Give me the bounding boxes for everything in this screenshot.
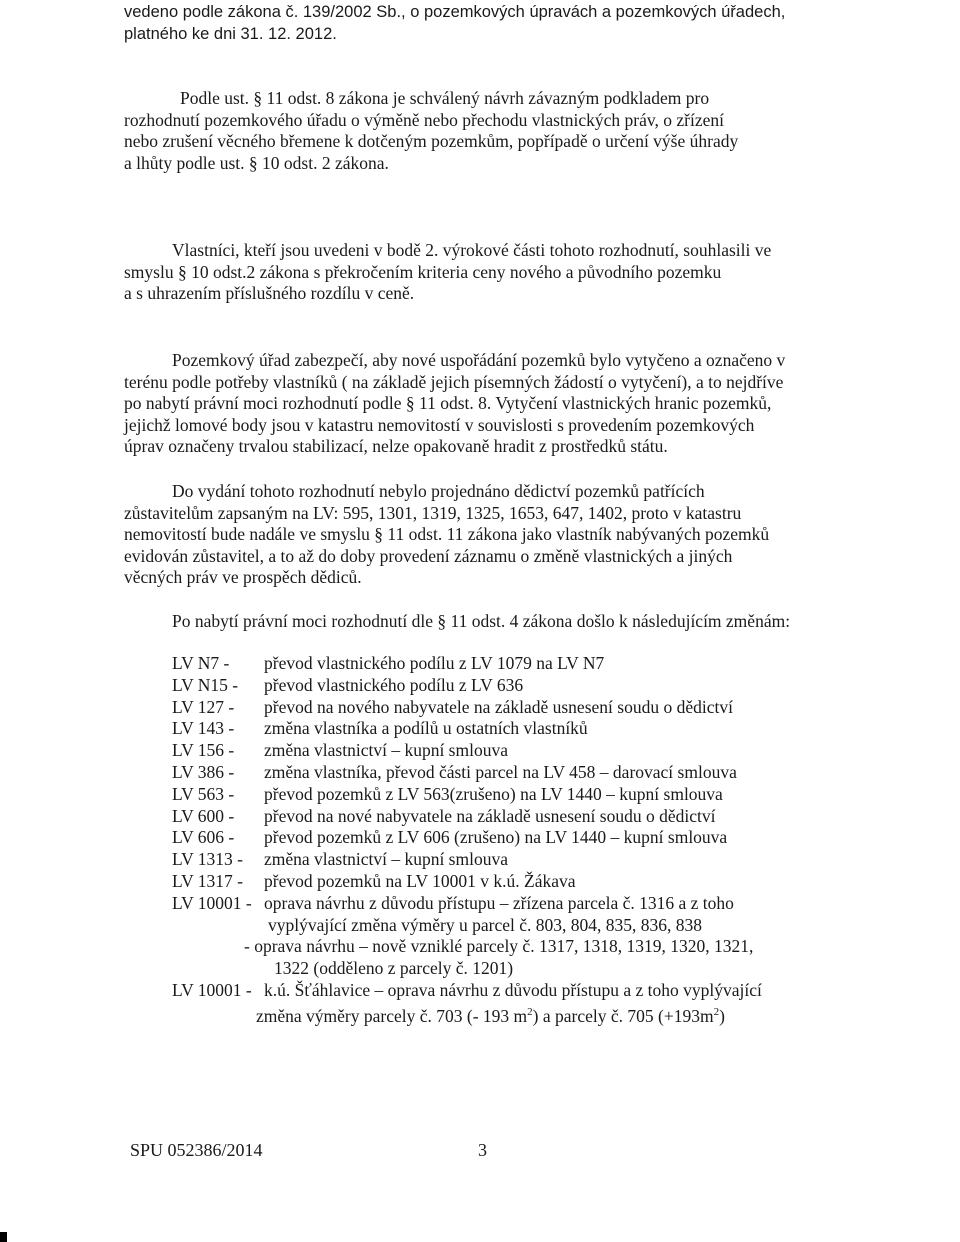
text-line: vedeno podle zákona č. 139/2002 Sb., o pozemkových úpravách a pozemkových úřadech, bbox=[124, 3, 786, 21]
lv-code: LV 10001 - bbox=[172, 892, 252, 913]
lv-code: LV 1317 - bbox=[172, 870, 243, 891]
text-line: rozhodnutí pozemkového úřadu o výměně nebo přechodu vlastnických práv, o zřízení bbox=[124, 109, 724, 130]
text-line: terénu podle potřeby vlastníků ( na základě jejich písemných žádostí o vytyčení), a to nejdříve bbox=[124, 371, 784, 392]
list-item bbox=[172, 871, 852, 893]
scan-mark bbox=[0, 1232, 7, 1242]
lv-code: LV 606 - bbox=[172, 827, 235, 848]
text-line: smyslu § 10 odst.2 zákona s překročením kriteria ceny nového a původního pozemku bbox=[124, 261, 722, 282]
text-line: Vlastníci, kteří jsou uvedeni v bodě 2. výrokové části tohoto rozhodnutí, souhlasili ve bbox=[172, 240, 772, 260]
lv-description: změna vlastníka a podílů u ostatních vlastníků bbox=[264, 718, 588, 739]
list-item bbox=[172, 980, 852, 1002]
list-item bbox=[172, 762, 852, 784]
lv-sub-item: - oprava návrhu – nově vzniklé parcely č. 1317, 1318, 1319, 1320, 1321, bbox=[244, 936, 754, 957]
document-id: SPU 052386/2014 bbox=[130, 1140, 263, 1160]
text-line: věcných práv ve prospěch dědiců. bbox=[124, 567, 362, 587]
text-line: Pozemkový úřad zabezpečí, aby nové uspořádání pozemků bylo vytyčeno a označeno v bbox=[172, 350, 786, 370]
paragraph-vlastnici bbox=[124, 240, 840, 305]
text-line: jejichž lomové body jsou v katastru nemovitostí v souvislosti s provedením pozemkových bbox=[124, 414, 755, 435]
text-fragment: změna výměry parcely č. 703 (- 193 m bbox=[256, 1005, 528, 1026]
list-item bbox=[172, 740, 852, 762]
text-line: a lhůty podle ust. § 10 odst. 2 zákona. bbox=[124, 152, 389, 173]
lv-description: převod pozemků na LV 10001 v k.ú. Žákava bbox=[264, 870, 576, 891]
list-item bbox=[172, 697, 852, 719]
list-item bbox=[172, 675, 852, 697]
text-line: platného ke dni 31. 12. 2012. bbox=[124, 24, 337, 43]
lv-description: převod vlastnického podílu z LV 636 bbox=[264, 674, 524, 695]
text-line: nemovitostí bude nadále ve smyslu § 11 odst. 11 zákona jako vlastník nabývaných pozemků bbox=[124, 524, 770, 544]
lv-description: změna vlastníka, převod části parcel na LV 458 – darovací smlouva bbox=[264, 761, 737, 782]
changes-list bbox=[172, 653, 852, 1024]
lv-code: LV 563 - bbox=[172, 783, 235, 804]
lv-description: změna vlastnictví – kupní smlouva bbox=[264, 740, 508, 761]
list-item bbox=[172, 653, 852, 675]
superscript: 2 bbox=[713, 1005, 720, 1018]
text-line: úprav označeny trvalou stabilizací, nelze opakovaně hradit z prostředků státu. bbox=[124, 436, 668, 456]
text-line: po nabytí právní moci rozhodnutí podle § 11 odst. 8. Vytyčení vlastnických hranic pozemků, bbox=[124, 393, 772, 413]
lv-code: LV 127 - bbox=[172, 696, 235, 717]
lv-description: k.ú. Šťáhlavice – oprava návrhu z důvodu přístupu a z toho vyplývající bbox=[264, 979, 762, 1000]
list-item bbox=[172, 718, 852, 740]
lv-code: LV 386 - bbox=[172, 761, 235, 782]
text-line: evidován zůstavitel, a to až do doby provedení záznamu o změně vlastnických a jiných bbox=[124, 545, 733, 566]
lv-code: LV 1313 - bbox=[172, 849, 243, 870]
text-fragment: ) bbox=[719, 1005, 725, 1026]
lv-description-continuation: vyplývající změna výměry u parcel č. 803, 804, 835, 836, 838 bbox=[268, 914, 702, 935]
lv-description-continuation bbox=[172, 1002, 852, 1024]
lv-description: převod pozemků z LV 563(zrušeno) na LV 1440 – kupní smlouva bbox=[264, 783, 723, 804]
list-item bbox=[172, 893, 852, 915]
paragraph-vytyceni bbox=[124, 350, 840, 458]
page-number: 3 bbox=[478, 1140, 487, 1160]
paragraph-dedictvi bbox=[124, 481, 840, 589]
lv-code: LV N15 - bbox=[172, 674, 239, 695]
lv-description: převod pozemků z LV 606 (zrušeno) na LV 1440 – kupní smlouva bbox=[264, 827, 728, 848]
lv-code: LV 156 - bbox=[172, 740, 235, 761]
lv-code: LV N7 - bbox=[172, 653, 230, 673]
superscript: 2 bbox=[527, 1005, 533, 1018]
text-fragment: ) a parcely č. 705 (+193m bbox=[532, 1005, 714, 1026]
text-line: a s uhrazením příslušného rozdílu v ceně. bbox=[124, 283, 415, 303]
text-line: Podle ust. § 11 odst. 8 zákona je schválený návrh závazným podkladem pro bbox=[180, 88, 710, 108]
lv-code: LV 10001 - bbox=[172, 979, 252, 1000]
lv-description: převod vlastnického podílu z LV 1079 na LV N7 bbox=[264, 653, 605, 673]
lv-description: převod na nového nabyvatele na základě usnesení soudu o dědictví bbox=[264, 696, 733, 717]
text-line: Po nabytí právní moci rozhodnutí dle § 11 odst. 4 zákona došlo k následujícím změnám: bbox=[172, 611, 791, 631]
lv-description: převod na nové nabyvatele na základě usnesení soudu o dědictví bbox=[264, 805, 716, 826]
lv-code: LV 600 - bbox=[172, 805, 235, 826]
paragraph-zmeny-intro bbox=[124, 611, 840, 633]
lv-description: změna vlastnictví – kupní smlouva bbox=[264, 849, 508, 870]
paragraph-podle-ust bbox=[124, 88, 840, 174]
list-item bbox=[172, 849, 852, 871]
lv-code: LV 143 - bbox=[172, 718, 235, 739]
paragraph-top bbox=[124, 2, 840, 45]
list-item bbox=[172, 806, 852, 828]
text-line: zůstavitelům zapsaným na LV: 595, 1301, 1319, 1325, 1653, 647, 1402, proto v katastru bbox=[124, 502, 742, 523]
lv-sub-item-continuation: 1322 (odděleno z parcely č. 1201) bbox=[274, 958, 514, 979]
list-item bbox=[172, 784, 852, 806]
lv-description: oprava návrhu z důvodu přístupu – zřízena parcela č. 1316 a z toho bbox=[264, 892, 734, 913]
text-line: nebo zrušení věcného břemene k dotčeným pozemkům, popřípadě o určení výše úhrady bbox=[124, 131, 739, 151]
list-item bbox=[172, 827, 852, 849]
text-line: Do vydání tohoto rozhodnutí nebylo projednáno dědictví pozemků patřících bbox=[172, 481, 705, 501]
